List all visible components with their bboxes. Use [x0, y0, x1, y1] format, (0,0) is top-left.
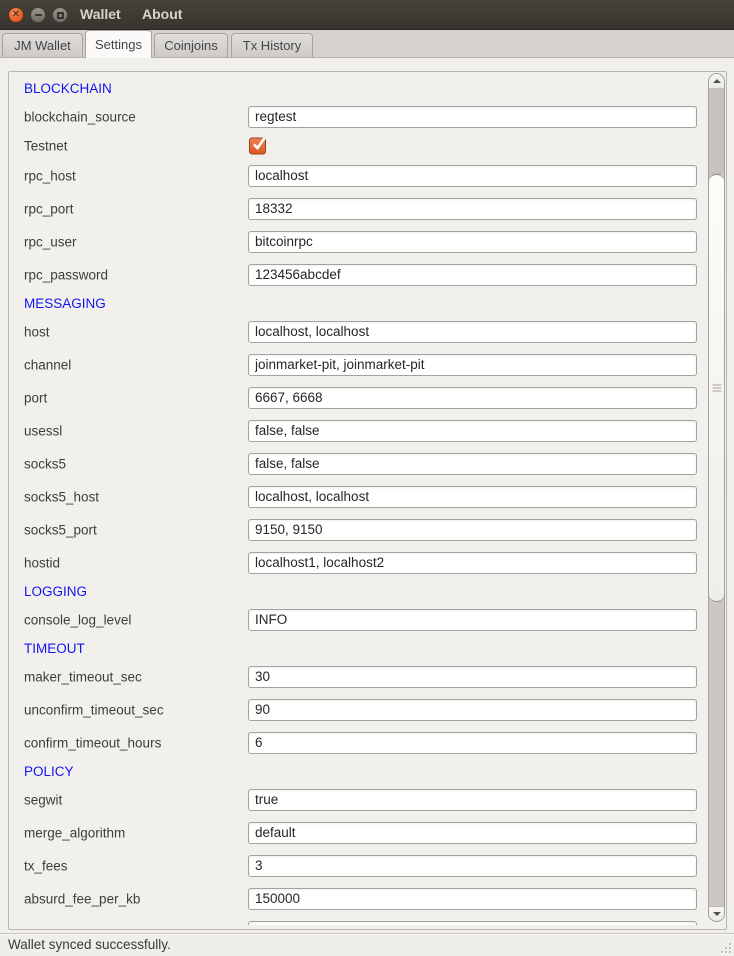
- section-header: [9, 291, 726, 315]
- field-input[interactable]: [248, 198, 697, 220]
- field-label: port: [24, 390, 48, 405]
- field-input[interactable]: [248, 888, 697, 910]
- field-label: usessl: [24, 423, 63, 438]
- tab-bar: [0, 30, 734, 57]
- testnet-checkbox[interactable]: [249, 138, 266, 155]
- field-label: absurd_fee_per_kb: [24, 891, 141, 906]
- tab-tx-history[interactable]: Tx History: [231, 33, 313, 57]
- settings-form: [9, 72, 726, 925]
- field-label: socks5: [24, 456, 67, 471]
- settings-row: [9, 159, 726, 192]
- settings-row: [9, 816, 726, 849]
- settings-row: [9, 882, 726, 915]
- field-input[interactable]: [248, 453, 697, 475]
- field-label: maker_timeout_sec: [24, 669, 142, 684]
- field-input[interactable]: [248, 486, 697, 508]
- minimize-icon: [35, 14, 42, 16]
- field-input[interactable]: [248, 552, 697, 574]
- section-header-label: LOGGING: [24, 583, 88, 599]
- field-label: Testnet: [24, 138, 68, 154]
- maximize-button[interactable]: [52, 7, 68, 23]
- scrollbar-thumb[interactable]: [709, 174, 724, 602]
- scroll-up-button[interactable]: [709, 74, 724, 89]
- settings-row: [9, 414, 726, 447]
- settings-row: [9, 783, 726, 816]
- settings-row: [9, 447, 726, 480]
- field-input[interactable]: [248, 519, 697, 541]
- up-arrow-icon: [713, 79, 721, 83]
- field-input[interactable]: [248, 387, 697, 409]
- tab-settings[interactable]: Settings: [85, 30, 152, 58]
- field-label: rpc_port: [24, 201, 74, 216]
- field-input[interactable]: [248, 699, 697, 721]
- field-label: confirm_timeout_hours: [24, 735, 162, 750]
- section-header-label: TIMEOUT: [24, 640, 85, 656]
- settings-row: [9, 480, 726, 513]
- settings-scroll-area: [8, 71, 727, 930]
- field-label: host: [24, 324, 50, 339]
- settings-row: [9, 660, 726, 693]
- field-input[interactable]: [248, 354, 697, 376]
- settings-row: [9, 100, 726, 133]
- settings-row: [9, 726, 726, 759]
- scroll-down-button[interactable]: [709, 906, 724, 921]
- scrollbar-track-segment[interactable]: [709, 88, 724, 175]
- status-bar: [0, 933, 734, 956]
- settings-row: [9, 381, 726, 414]
- tab-jm-wallet[interactable]: JM Wallet: [2, 33, 83, 57]
- settings-row: [9, 348, 726, 381]
- section-header: [9, 76, 726, 100]
- field-input[interactable]: [248, 231, 697, 253]
- field-label: socks5_port: [24, 522, 97, 537]
- section-header: [9, 636, 726, 660]
- resize-grip[interactable]: [718, 940, 731, 953]
- field-input[interactable]: [248, 264, 697, 286]
- settings-row: [9, 133, 726, 159]
- field-label: rpc_host: [24, 168, 76, 183]
- close-icon: ✕: [11, 9, 21, 20]
- field-label: segwit: [24, 792, 63, 807]
- field-input[interactable]: [248, 855, 697, 877]
- settings-row: [9, 192, 726, 225]
- section-header-label: MESSAGING: [24, 295, 106, 311]
- field-input[interactable]: [248, 321, 697, 343]
- settings-row-clipped: [9, 915, 726, 925]
- field-label: channel: [24, 357, 72, 372]
- settings-row: [9, 849, 726, 882]
- tab-coinjoins[interactable]: Coinjoins: [154, 33, 228, 57]
- settings-row: [9, 603, 726, 636]
- menu-wallet[interactable]: Wallet: [80, 6, 121, 22]
- settings-row: [9, 315, 726, 348]
- field-input[interactable]: [248, 822, 697, 844]
- vertical-scrollbar[interactable]: [708, 73, 725, 922]
- field-label: merge_algorithm: [24, 825, 126, 840]
- field-input[interactable]: [248, 921, 697, 926]
- field-label: tx_fees: [24, 858, 68, 873]
- checkmark-icon: [251, 137, 266, 152]
- field-label: rpc_user: [24, 234, 77, 249]
- field-input[interactable]: [248, 732, 697, 754]
- close-button[interactable]: [8, 7, 24, 23]
- section-header: [9, 759, 726, 783]
- settings-row: [9, 225, 726, 258]
- scrollbar-grip-icon: [712, 383, 721, 394]
- settings-row: [9, 693, 726, 726]
- field-label: hostid: [24, 555, 61, 570]
- field-label: console_log_level: [24, 612, 132, 627]
- field-label: rpc_password: [24, 267, 109, 282]
- section-header-label: BLOCKCHAIN: [24, 80, 112, 96]
- field-input[interactable]: [248, 106, 697, 128]
- field-label: blockchain_source: [24, 109, 136, 124]
- field-input[interactable]: [248, 609, 697, 631]
- field-input[interactable]: [248, 666, 697, 688]
- field-input[interactable]: [248, 789, 697, 811]
- field-input[interactable]: [248, 420, 697, 442]
- section-header-label: POLICY: [24, 763, 74, 779]
- settings-pane: [0, 57, 734, 956]
- titlebar: [0, 0, 734, 30]
- settings-row: [9, 258, 726, 291]
- status-message: Wallet synced successfully.: [8, 937, 171, 952]
- settings-row: [9, 513, 726, 546]
- minimize-button[interactable]: [30, 7, 46, 23]
- section-header: [9, 579, 726, 603]
- field-input[interactable]: [248, 165, 697, 187]
- field-label: unconfirm_timeout_sec: [24, 702, 164, 717]
- maximize-icon: [57, 12, 64, 19]
- menu-about[interactable]: About: [142, 6, 183, 22]
- down-arrow-icon: [713, 912, 721, 916]
- field-label: socks5_host: [24, 489, 100, 504]
- settings-row: [9, 546, 726, 579]
